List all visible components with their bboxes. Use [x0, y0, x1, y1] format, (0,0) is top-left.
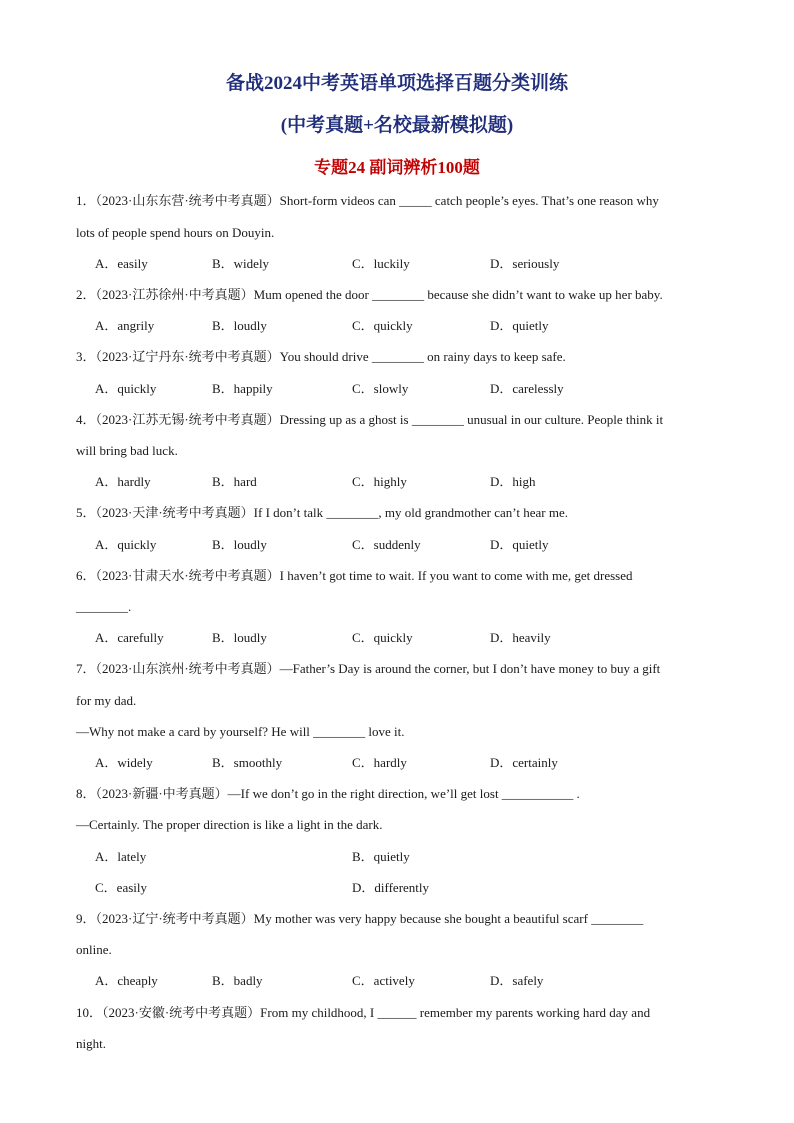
question-9-option-d[interactable]: D．safely	[490, 973, 544, 988]
question-4-option-b[interactable]: B．hard	[212, 474, 257, 489]
topic-heading: 专题24 副词辨析100题	[314, 158, 480, 177]
question-9-text-line-1: 9．（2023·辽宁·统考中考真题）My mother was very happy because she bought a beautiful scarf ________	[76, 911, 644, 926]
question-5-option-c[interactable]: C．suddenly	[352, 537, 421, 552]
question-8-option-c[interactable]: C．easily	[95, 880, 147, 895]
question-6-option-a[interactable]: A．carefully	[95, 630, 164, 645]
question-9-option-a[interactable]: A．cheaply	[95, 973, 158, 988]
question-7-text-line-2: for my dad.	[76, 693, 137, 708]
question-6-text-line-1: 6．（2023·甘肃天水·统考中考真题）I haven’t got time to wait. If you want to come with me, get dressed	[76, 568, 633, 583]
question-6-text-line-2: ________.	[76, 599, 132, 614]
question-9-option-c[interactable]: C．actively	[352, 973, 415, 988]
question-4-option-d[interactable]: D．high	[490, 474, 536, 489]
question-1-option-b[interactable]: B．widely	[212, 256, 270, 271]
document-title: 备战2024中考英语单项选择百题分类训练	[225, 73, 568, 94]
question-3-option-d[interactable]: D．carelessly	[490, 381, 564, 396]
question-3-option-b[interactable]: B．happily	[212, 381, 273, 396]
question-7-text-line-3: —Why not make a card by yourself? He will ________ love it.	[76, 724, 405, 739]
question-8-option-d[interactable]: D．differently	[352, 880, 430, 895]
question-2-option-d[interactable]: D．quietly	[490, 318, 549, 333]
question-6-option-b[interactable]: B．loudly	[212, 630, 267, 645]
question-5-text-line-1: 5．（2023·天津·统考中考真题）If I don’t talk ________, my old grandmother can’t hear me.	[76, 505, 568, 520]
question-3-option-a[interactable]: A．quickly	[95, 381, 157, 396]
question-5-option-a[interactable]: A．quickly	[95, 537, 157, 552]
question-5-option-b[interactable]: B．loudly	[212, 537, 267, 552]
question-4-text-line-1: 4．（2023·江苏无锡·统考中考真题）Dressing up as a ghost is ________ unusual in our culture. People think it	[76, 412, 664, 427]
question-2-option-c[interactable]: C．quickly	[352, 318, 413, 333]
question-7-option-a[interactable]: A．widely	[95, 755, 153, 770]
question-4-option-a[interactable]: A．hardly	[95, 474, 151, 489]
question-1-text-line-1: 1．（2023·山东东营·统考中考真题）Short-form videos can _____ catch people’s eyes. That’s one reason why	[76, 193, 659, 208]
question-1-option-d[interactable]: D．seriously	[490, 256, 560, 271]
question-7-option-b[interactable]: B．smoothly	[212, 755, 283, 770]
question-8-option-b[interactable]: B．quietly	[352, 849, 410, 864]
question-9-option-b[interactable]: B．badly	[212, 973, 263, 988]
question-2-option-b[interactable]: B．loudly	[212, 318, 267, 333]
question-1-option-a[interactable]: A．easily	[95, 256, 148, 271]
question-4-option-c[interactable]: C．highly	[352, 474, 407, 489]
question-9-text-line-2: online.	[76, 942, 112, 957]
question-8-option-a[interactable]: A．lately	[95, 849, 147, 864]
question-4-text-line-2: will bring bad luck.	[76, 443, 178, 458]
question-3-option-c[interactable]: C．slowly	[352, 381, 409, 396]
document-subtitle: (中考真题+名校最新模拟题)	[280, 115, 514, 136]
question-10-text-line-1: 10．（2023·安徽·统考中考真题）From my childhood, I ______ remember my parents working hard day and	[76, 1005, 651, 1020]
question-3-text-line-1: 3．（2023·辽宁丹东·统考中考真题）You should drive ________ on rainy days to keep safe.	[76, 349, 566, 364]
question-7-option-c[interactable]: C．hardly	[352, 755, 407, 770]
question-1-option-c[interactable]: C．luckily	[352, 256, 410, 271]
question-8-text-line-2: —Certainly. The proper direction is like a light in the dark.	[76, 817, 383, 832]
question-10-text-line-2: night.	[76, 1036, 106, 1051]
question-2-text-line-1: 2．（2023·江苏徐州·中考真题）Mum opened the door ________ because she didn’t want to wake up her baby.	[76, 287, 663, 302]
question-6-option-d[interactable]: D．heavily	[490, 630, 551, 645]
question-6-option-c[interactable]: C．quickly	[352, 630, 413, 645]
question-5-option-d[interactable]: D．quietly	[490, 537, 549, 552]
question-2-option-a[interactable]: A．angrily	[95, 318, 155, 333]
question-7-text-line-1: 7．（2023·山东滨州·统考中考真题）—Father’s Day is around the corner, but I don’t have money to buy a gift	[76, 661, 661, 676]
question-1-text-line-2: lots of people spend hours on Douyin.	[76, 225, 275, 240]
question-7-option-d[interactable]: D．certainly	[490, 755, 558, 770]
question-8-text-line-1: 8．（2023·新疆·中考真题）—If we don’t go in the right direction, we’ll get lost ___________ .	[76, 786, 580, 801]
